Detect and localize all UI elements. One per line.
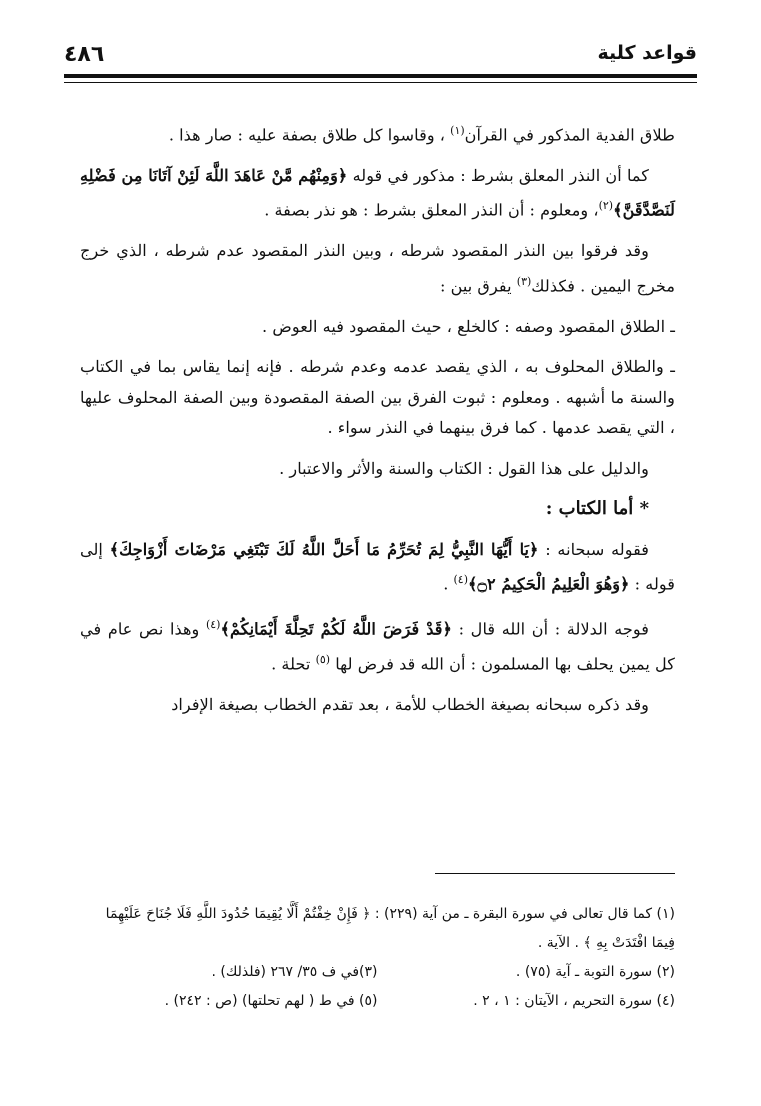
paragraph-8: فوجه الدلالة : أن الله قال : ﴿قَدْ فَرَضَ اللَّهُ لَكُمْ تَحِلَّةَ أَيْمَانِكُمْ﴾$^{(٤)}$ وهذا نص عام في كل يمين يحلف بها المسلمون : أن الله قد فرض لها $^{(٥)}$ تحلة . bbox=[80, 618, 675, 674]
footnote-row bbox=[80, 987, 675, 1016]
footnotes bbox=[80, 900, 675, 1016]
footnote-ref: (٥) bbox=[315, 652, 331, 666]
section-heading: * أما الكتاب : bbox=[545, 498, 649, 520]
paragraph-3: وقد فرقوا بين النذر المقصود شرطه ، وبين النذر المقصود عدم شرطه ، الذي خرج مخرج اليمين . فكذلك$^{(٣)}$ يفرق بين : bbox=[80, 241, 675, 296]
footnote-ref: (٤) bbox=[205, 618, 221, 632]
header-rule-thick bbox=[64, 74, 697, 78]
footnote-3: (٣)في ف ٣٥/ ٢٦٧ (فلذلك) . bbox=[211, 964, 378, 980]
paragraph-7: فقوله سبحانه : ﴿يَا أَيُّهَا النَّبِيُّ لِمَ تُحَرِّمُ مَا أَحَلَّ اللَّهُ لَكَ تَبْتَغِي مَرْضَاتَ أَزْوَاجِكَ﴾ إلى قوله : ﴿وَهُوَ الْعَلِيمُ الْحَكِيمُ ۝٢﴾$^{(٤)}$ . bbox=[80, 539, 675, 594]
main-text bbox=[80, 116, 675, 730]
quran-verse: ﴿يَا أَيُّهَا النَّبِيُّ لِمَ تُحَرِّمُ مَا أَحَلَّ اللَّهُ لَكَ تَبْتَغِي مَرْضَاتَ أَزْوَاجِكَ﴾ bbox=[109, 539, 539, 559]
paragraph-4: ـ الطلاق المقصود وصفه : كالخلع ، حيث المقصود فيه العوض . bbox=[262, 316, 675, 336]
running-title: قواعد كلية bbox=[597, 42, 697, 64]
paragraph-2: كما أن النذر المعلق بشرط : مذكور في قوله ﴿وَمِنْهُم مَّنْ عَاهَدَ اللَّهَ لَئِنْ آتَانَا مِن فَضْلِهِ لَنَصَّدَّقَنَّ﴾$^{(٢)}$، ومعلوم : أن النذر المعلق بشرط : هو نذر بصفة . bbox=[80, 165, 675, 220]
paragraph-9: وقد ذكره سبحانه بصيغة الخطاب للأمة ، بعد تقدم الخطاب بصيغة الإفراد bbox=[171, 694, 649, 714]
page-header bbox=[64, 42, 697, 68]
quran-verse: ﴿قَدْ فَرَضَ اللَّهُ لَكُمْ تَحِلَّةَ أَيْمَانِكُمْ﴾ bbox=[220, 619, 453, 639]
paragraph-5: ـ والطلاق المحلوف به ، الذي يقصد عدمه وعدم شرطه . فإنه إنما يقاس بما في الكتاب والسنة ما أشبهه . ومعلوم : ثبوت الفرق بين الصفة المقصودة وبين الصفة المحلوف عليها ، التي يقصد عدمها . كما فرق بينهما في النذر سواء . bbox=[80, 357, 675, 438]
page-number: ٤٨٦ bbox=[64, 42, 105, 67]
footnote-separator bbox=[435, 873, 675, 874]
header-rule-thin bbox=[64, 82, 697, 83]
footnote-5: (٥) في ط ( لهم تحلتها) (ص : ٢٤٢) . bbox=[164, 993, 378, 1009]
footnote-ref: (٣) bbox=[516, 274, 532, 288]
paragraph-6: والدليل على هذا القول : الكتاب والسنة والأثر والاعتبار . bbox=[279, 458, 649, 478]
footnote-4: (٤) سورة التحريم ، الآيتان : ١ ، ٢ . bbox=[473, 993, 675, 1009]
footnote-1: (١) كما قال تعالى في سورة البقرة ـ من آية (٢٢٩) : ﴿ فَإِنْ خِفْتُمْ أَلَّا يُقِيمَا حُدُودَ اللَّهِ فَلَا جُنَاحَ عَلَيْهِمَا فِيمَا افْتَدَتْ بِهِ ﴾ . الآية . bbox=[105, 906, 675, 951]
paragraph-1: طلاق الفدية المذكور في القرآن$^{(١)}$ ، وقاسوا كل طلاق بصفة عليه : صار هذا . bbox=[168, 124, 675, 145]
quran-verse: ﴿وَهُوَ الْعَلِيمُ الْحَكِيمُ ۝٢﴾ bbox=[468, 574, 630, 594]
quran-verse: ﴿وَمِنْهُم مَّنْ عَاهَدَ اللَّهَ لَئِنْ آتَانَا مِن فَضْلِهِ لَنَصَّدَّقَنَّ﴾ bbox=[80, 165, 675, 220]
footnote-ref: (٢) bbox=[598, 199, 614, 213]
footnote-ref: (١) bbox=[450, 124, 465, 137]
footnote-ref: (٤) bbox=[453, 573, 468, 587]
footnote-2: (٢) سورة التوبة ـ آية (٧٥) . bbox=[515, 964, 675, 980]
footnote-row bbox=[80, 958, 675, 987]
